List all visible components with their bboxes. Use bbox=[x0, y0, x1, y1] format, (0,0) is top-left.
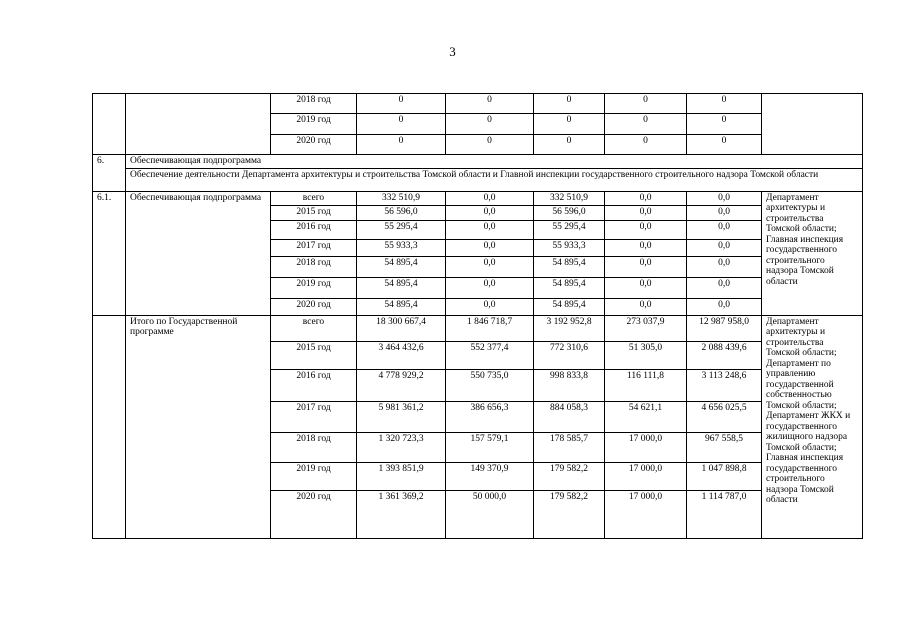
value-cell: 998 833,8 bbox=[534, 369, 605, 401]
value-cell: 56 596,0 bbox=[357, 205, 446, 220]
year-cell: всего bbox=[271, 315, 357, 341]
table-row bbox=[93, 94, 863, 114]
value-cell: 54 895,4 bbox=[534, 277, 605, 298]
value-cell: 116 111,8 bbox=[605, 369, 687, 401]
value-cell: 0,0 bbox=[687, 298, 762, 315]
value-cell: 1 047 898,8 bbox=[687, 462, 762, 490]
value-cell: 0,0 bbox=[687, 239, 762, 256]
executor-cell-empty bbox=[762, 94, 863, 155]
year-cell: 2015 год bbox=[271, 341, 357, 369]
value-cell: 51 305,0 bbox=[605, 341, 687, 369]
value-cell: 17 000,0 bbox=[605, 462, 687, 490]
value-cell: 0,0 bbox=[446, 220, 534, 239]
value-cell: 0 bbox=[357, 114, 446, 135]
section-row bbox=[93, 168, 863, 191]
value-cell: 2 088 439,6 bbox=[687, 341, 762, 369]
value-cell: 967 558,5 bbox=[687, 432, 762, 462]
year-cell: всего bbox=[271, 191, 357, 205]
year-cell: 2019 год bbox=[271, 114, 357, 135]
value-cell: 18 300 667,4 bbox=[357, 315, 446, 341]
value-cell: 0 bbox=[446, 114, 534, 135]
value-cell: 0,0 bbox=[687, 191, 762, 205]
value-cell: 56 596,0 bbox=[534, 205, 605, 220]
value-cell: 0,0 bbox=[605, 239, 687, 256]
value-cell: 1 393 851,9 bbox=[357, 462, 446, 490]
year-cell: 2018 год bbox=[271, 256, 357, 277]
value-cell: 0 bbox=[687, 94, 762, 114]
item-name: Обеспечивающая подпрограмма bbox=[126, 191, 271, 315]
value-cell: 0,0 bbox=[687, 256, 762, 277]
year-cell: 2019 год bbox=[271, 277, 357, 298]
value-cell: 0,0 bbox=[605, 191, 687, 205]
value-cell: 1 846 718,7 bbox=[446, 315, 534, 341]
year-cell: 2020 год bbox=[271, 298, 357, 315]
value-cell: 0,0 bbox=[605, 205, 687, 220]
table-row bbox=[93, 315, 863, 341]
value-cell: 0,0 bbox=[605, 256, 687, 277]
value-cell: 17 000,0 bbox=[605, 432, 687, 462]
year-cell: 2018 год bbox=[271, 432, 357, 462]
value-cell: 54 895,4 bbox=[357, 256, 446, 277]
table-row bbox=[93, 191, 863, 205]
section-description: Обеспечение деятельности Департамента архитектуры и строительства Томской области и Главной инспекции государственного строительного надзора Томской области bbox=[126, 168, 863, 191]
value-cell: 12 987 958,0 bbox=[687, 315, 762, 341]
value-cell: 0,0 bbox=[605, 277, 687, 298]
value-cell: 332 510,9 bbox=[534, 191, 605, 205]
value-cell: 0,0 bbox=[687, 277, 762, 298]
value-cell: 0,0 bbox=[605, 298, 687, 315]
value-cell: 0,0 bbox=[446, 239, 534, 256]
value-cell: 0 bbox=[605, 135, 687, 155]
value-cell: 54 895,4 bbox=[534, 256, 605, 277]
value-cell: 149 370,9 bbox=[446, 462, 534, 490]
value-cell: 1 320 723,3 bbox=[357, 432, 446, 462]
item-number: 6.1. bbox=[93, 191, 126, 315]
value-cell: 0 bbox=[446, 135, 534, 155]
value-cell: 4 778 929,2 bbox=[357, 369, 446, 401]
value-cell: 3 113 248,6 bbox=[687, 369, 762, 401]
section-row bbox=[93, 155, 863, 169]
value-cell: 0,0 bbox=[605, 220, 687, 239]
value-cell: 157 579,1 bbox=[446, 432, 534, 462]
year-cell: 2019 год bbox=[271, 462, 357, 490]
value-cell: 54 621,1 bbox=[605, 401, 687, 432]
value-cell: 386 656,3 bbox=[446, 401, 534, 432]
table-body bbox=[93, 94, 863, 539]
value-cell: 178 585,7 bbox=[534, 432, 605, 462]
value-cell: 55 295,4 bbox=[534, 220, 605, 239]
value-cell: 0,0 bbox=[446, 298, 534, 315]
value-cell: 0 bbox=[357, 135, 446, 155]
year-cell: 2016 год bbox=[271, 369, 357, 401]
section-title: Обеспечивающая подпрограмма bbox=[126, 155, 863, 169]
value-cell: 179 582,2 bbox=[534, 462, 605, 490]
value-cell: 179 582,2 bbox=[534, 490, 605, 538]
value-cell: 1 361 369,2 bbox=[357, 490, 446, 538]
value-cell: 0 bbox=[534, 135, 605, 155]
value-cell: 0 bbox=[357, 94, 446, 114]
value-cell: 54 895,4 bbox=[357, 298, 446, 315]
value-cell: 332 510,9 bbox=[357, 191, 446, 205]
value-cell: 0,0 bbox=[446, 256, 534, 277]
year-cell: 2017 год bbox=[271, 401, 357, 432]
year-cell: 2017 год bbox=[271, 239, 357, 256]
value-cell: 4 656 025,5 bbox=[687, 401, 762, 432]
value-cell: 0 bbox=[534, 94, 605, 114]
value-cell: 0,0 bbox=[446, 205, 534, 220]
value-cell: 1 114 787,0 bbox=[687, 490, 762, 538]
value-cell: 0,0 bbox=[446, 277, 534, 298]
page-number: 3 bbox=[449, 44, 456, 59]
value-cell: 54 895,4 bbox=[534, 298, 605, 315]
executor-cell: Департамент архитектуры и строительства Томской области; Главная инспекция государственного строительного надзора Томской области bbox=[762, 191, 863, 315]
total-executor: Департамент архитектуры и строительства Томской области; Департамент по управлению государственной собственностью Томской области; Департамент ЖКХ и государственного жилищного надзора Томской области; Главная инспекция государственного строительного надзора Томской области bbox=[762, 315, 863, 538]
budget-table bbox=[92, 93, 863, 539]
value-cell: 0 bbox=[446, 94, 534, 114]
value-cell: 3 464 432,6 bbox=[357, 341, 446, 369]
year-cell: 2020 год bbox=[271, 490, 357, 538]
value-cell: 55 933,3 bbox=[357, 239, 446, 256]
value-cell: 54 895,4 bbox=[357, 277, 446, 298]
total-number-empty bbox=[93, 315, 126, 538]
value-cell: 0 bbox=[687, 135, 762, 155]
value-cell: 55 933,3 bbox=[534, 239, 605, 256]
name-cell-empty bbox=[126, 94, 271, 155]
value-cell: 884 058,3 bbox=[534, 401, 605, 432]
value-cell: 772 310,6 bbox=[534, 341, 605, 369]
year-cell: 2015 год bbox=[271, 205, 357, 220]
value-cell: 0 bbox=[605, 114, 687, 135]
value-cell: 5 981 361,2 bbox=[357, 401, 446, 432]
value-cell: 55 295,4 bbox=[357, 220, 446, 239]
value-cell: 17 000,0 bbox=[605, 490, 687, 538]
value-cell: 273 037,9 bbox=[605, 315, 687, 341]
value-cell: 550 735,0 bbox=[446, 369, 534, 401]
num-cell-empty bbox=[93, 94, 126, 155]
section-number: 6. bbox=[93, 155, 126, 192]
value-cell: 0,0 bbox=[446, 191, 534, 205]
value-cell: 0,0 bbox=[687, 220, 762, 239]
total-name: Итого по Государственной программе bbox=[126, 315, 271, 538]
value-cell: 0 bbox=[687, 114, 762, 135]
year-cell: 2020 год bbox=[271, 135, 357, 155]
value-cell: 3 192 952,8 bbox=[534, 315, 605, 341]
value-cell: 0,0 bbox=[687, 205, 762, 220]
value-cell: 0 bbox=[605, 94, 687, 114]
value-cell: 50 000,0 bbox=[446, 490, 534, 538]
year-cell: 2018 год bbox=[271, 94, 357, 114]
value-cell: 552 377,4 bbox=[446, 341, 534, 369]
value-cell: 0 bbox=[534, 114, 605, 135]
year-cell: 2016 год bbox=[271, 220, 357, 239]
